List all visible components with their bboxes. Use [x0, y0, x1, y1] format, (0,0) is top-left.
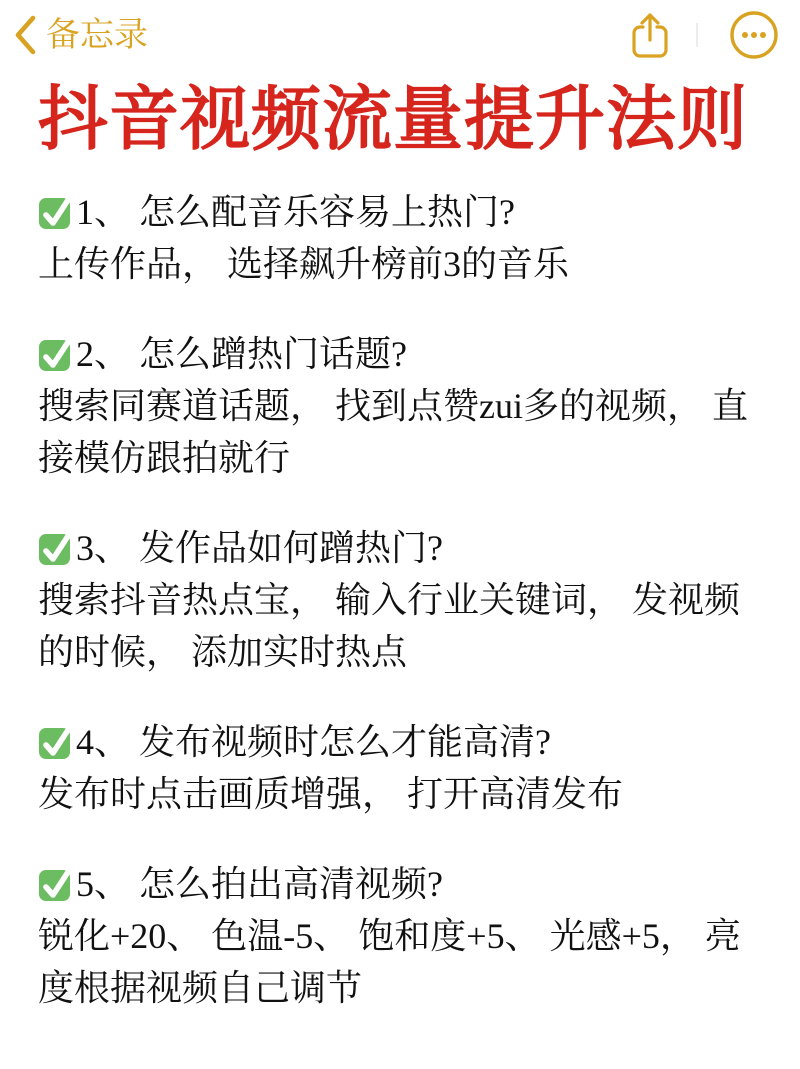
question-text: 1、 怎么配音乐容易上热门?	[76, 192, 515, 233]
question-line	[38, 716, 766, 768]
qa-item-5	[38, 858, 766, 1014]
question-text: 4、 发布视频时怎么才能高清?	[76, 722, 551, 763]
answer-text: 搜索同赛道话题， 找到点赞zui多的视频， 直接模仿跟拍就行	[38, 386, 748, 479]
note-content[interactable]	[0, 80, 800, 1014]
answer-text: 搜索抖音热点宝， 输入行业关键词， 发视频的时候， 添加实时热点	[38, 580, 741, 673]
question-line	[38, 858, 766, 910]
question-line	[38, 186, 766, 238]
answer-text: 发布时点击画质增强， 打开高清发布	[38, 774, 624, 815]
back-button[interactable]	[12, 14, 148, 56]
answer-text: 锐化+20、 色温-5、 饱和度+5、 光感+5， 亮度根据视频自己调节	[38, 916, 741, 1009]
qa-item-2	[38, 328, 766, 484]
share-icon[interactable]	[626, 10, 674, 60]
back-chevron-icon	[12, 14, 38, 56]
question-line	[38, 522, 766, 574]
green-checkmark-icon	[38, 336, 74, 372]
green-checkmark-icon	[38, 530, 74, 566]
more-options-icon[interactable]	[728, 9, 780, 61]
question-line	[38, 328, 766, 380]
answer-text: 上传作品， 选择飙升榜前3的音乐	[38, 244, 570, 285]
back-button-label: 备忘录	[46, 16, 148, 54]
green-checkmark-icon	[38, 194, 74, 230]
question-text: 2、 怎么蹭热门话题?	[76, 334, 407, 375]
qa-item-1	[38, 186, 766, 290]
green-checkmark-icon	[38, 866, 74, 902]
note-title: 抖音视频流量提升法则	[38, 80, 748, 158]
top-navigation-bar	[0, 0, 800, 62]
question-text: 3、 发作品如何蹭热门?	[76, 528, 443, 569]
topbar-divider	[696, 23, 698, 47]
green-checkmark-icon	[38, 724, 74, 760]
question-text: 5、 怎么拍出高清视频?	[76, 864, 443, 905]
qa-item-3	[38, 522, 766, 678]
qa-item-4	[38, 716, 766, 820]
